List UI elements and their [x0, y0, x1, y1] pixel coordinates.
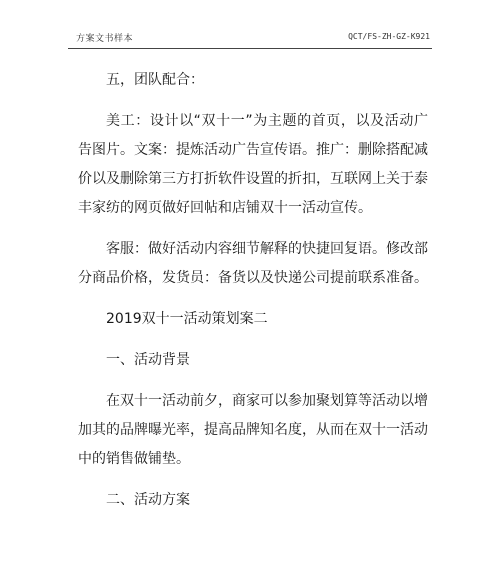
plan-title-two: 2019双十一活动策划案二 [106, 311, 268, 327]
section-heading-plan: 二、活动方案 [106, 492, 190, 508]
header-doc-label: 方案文书样本 [76, 34, 134, 44]
document-body [78, 66, 428, 515]
section-heading-background: 一、活动背景 [106, 352, 190, 368]
paragraph-design-copy-promo: 美工：设计以“双十一”为主题的首页，以及活动广告图片。文案：提炼活动广告宣传语。推广：删除搭配减价以及删除第三方打折软件设置的折扣，互联网上关于泰丰家纺的网页做好回帖和店铺双十一活动宣传。 [78, 113, 428, 216]
page-header [68, 28, 432, 49]
section-heading-team: 五，团队配合： [106, 72, 204, 88]
paragraph-service-shipping: 客服：做好活动内容细节解释的快捷回复语。修改部分商品价格，发货员：备货以及快递公司提前联系准备。 [78, 241, 428, 286]
paragraph-background: 在双十一活动前夕，商家可以参加聚划算等活动以增加其的品牌曝光率，提高品牌知名度，从而在双十一活动中的销售做铺垫。 [78, 393, 428, 467]
header-doc-code: QCT/FS-ZH-GZ-K921 [348, 32, 430, 41]
